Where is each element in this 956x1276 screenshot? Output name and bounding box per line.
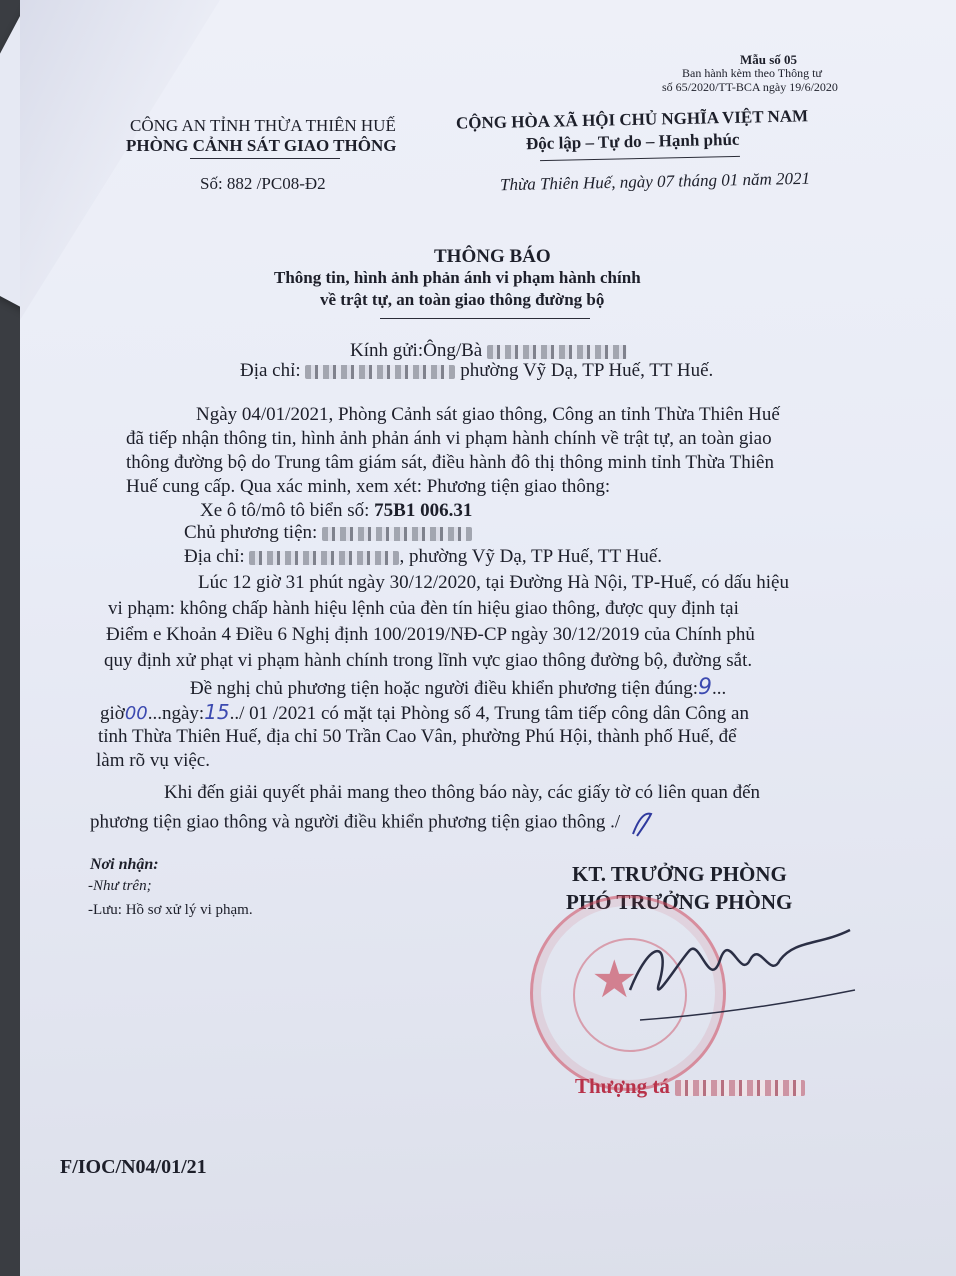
title-underline [380, 318, 590, 319]
owner-label: Chủ phương tiện: [184, 522, 318, 543]
recipients-item-1: -Như trên; [88, 878, 152, 894]
document-page [20, 0, 956, 1276]
form-number: Mẫu số 05 [740, 52, 798, 67]
redacted-signer-name [675, 1080, 805, 1096]
owner-address-tail: , phường Vỹ Dạ, TP Huế, TT Huế. [399, 546, 663, 567]
place-date: Thừa Thiên Huế, ngày 07 tháng 01 năm 2021 [499, 168, 811, 195]
p3-line1: Đề nghị chủ phương tiện hoặc người điều khiển phương tiện đúng:9... [190, 675, 727, 700]
p3-gio: giờ [100, 703, 125, 724]
footer-code: F/IOC/N04/01/21 [60, 1156, 207, 1178]
owner-address-label: Địa chỉ: [184, 546, 245, 567]
plate-line [200, 500, 472, 522]
form-issued-line2: số 65/2020/TT-BCA ngày 19/6/2020 [662, 80, 838, 94]
handwritten-hour: 9 [697, 675, 712, 700]
address-tail: phường Vỹ Dạ, TP Huế, TT Huế. [460, 360, 714, 381]
p4-line2-text: phương tiện giao thông và người điều khiển phương tiện giao thông ./ [90, 811, 621, 833]
notice-subtitle-1: Thông tin, hình ảnh phản ánh vi phạm hành chính [274, 268, 641, 287]
owner-line [184, 522, 472, 544]
nation-motto: Độc lập – Tự do – Hạnh phúc [525, 129, 740, 154]
p1-line1: Ngày 04/01/2021, Phòng Cảnh sát giao thông, Công an tỉnh Thừa Thiên Huế [196, 404, 780, 425]
greeting: Kính gửi:Ông/Bà [350, 340, 483, 361]
redacted-address [305, 365, 455, 379]
page-fold [20, 0, 220, 320]
p3-ngay: ...ngày: [147, 703, 205, 724]
p1-line4: Huế cung cấp. Qua xác minh, xem xét: Phương tiện giao thông: [126, 476, 611, 497]
recipient-line [350, 340, 627, 362]
p1-line3: thông đường bộ do Trung tâm giám sát, điều hành đô thị thông minh tỉnh Thừa Thiên [126, 452, 774, 473]
recipients-item-2: -Lưu: Hồ sơ xử lý vi phạm. [88, 902, 253, 918]
handwritten-minute: 00 [124, 703, 148, 724]
document-number: Số: 882 /PC08-Đ2 [200, 174, 326, 193]
signature-title-2: PHÓ TRƯỞNG PHÒNG [566, 890, 793, 914]
p3-line4: làm rõ vụ việc. [96, 750, 210, 771]
recipient-address [240, 360, 713, 382]
signer-rank: Thượng tá [575, 1074, 670, 1098]
redacted-owner [322, 527, 472, 541]
signer-rank-line [575, 1074, 805, 1099]
owner-address-line [184, 546, 662, 568]
agency-department: PHÒNG CẢNH SÁT GIAO THÔNG [126, 136, 397, 155]
p3-line1-text: Đề nghị chủ phương tiện hoặc người điều khiển phương tiện đúng: [190, 678, 698, 699]
p1-line2: đã tiếp nhận thông tin, hình ảnh phản ánh vi phạm hành chính về trật tự, an toàn giao [126, 428, 772, 449]
form-issued-line1: Ban hành kèm theo Thông tư [682, 66, 822, 80]
p4-line1: Khi đến giải quyết phải mang theo thông báo này, các giấy tờ có liên quan đến [164, 782, 761, 803]
agency-name: CÔNG AN TỈNH THỪA THIÊN HUẾ [130, 116, 396, 135]
signature-title-1: KT. TRƯỞNG PHÒNG [572, 862, 787, 886]
signature-scribble [620, 920, 860, 1030]
p2-line4: quy định xử phạt vi phạm hành chính trong lĩnh vực giao thông đường bộ, đường sắt. [104, 650, 753, 671]
p2-line1: Lúc 12 giờ 31 phút ngày 30/12/2020, tại Đường Hà Nội, TP-Huế, có dấu hiệu [198, 572, 789, 593]
seal-star-icon: ★ [591, 950, 638, 1010]
p3-line3: tỉnh Thừa Thiên Huế, địa chỉ 50 Trần Cao Vân, phường Phú Hội, thành phố Huế, để [98, 726, 737, 747]
p2-line3: Điểm e Khoản 4 Điều 6 Nghị định 100/2019/NĐ-CP ngày 30/12/2019 của Chính phủ [106, 624, 755, 645]
plate-value: 75B1 006.31 [374, 500, 473, 521]
motto-underline [540, 156, 740, 161]
handwritten-slash-mark [625, 808, 665, 838]
redacted-name [487, 345, 627, 359]
redacted-owner-address [249, 551, 399, 565]
p3-line2-tail: ../ 01 /2021 có mặt tại Phòng số 4, Trung tâm tiếp công dân Công an [229, 703, 749, 724]
nation-title: CỘNG HÒA XÃ HỘI CHỦ NGHĨA VIỆT NAM [455, 106, 809, 133]
p3-line2 [100, 700, 749, 725]
notice-subtitle-2: về trật tự, an toàn giao thông đường bộ [320, 290, 605, 309]
address-label: Địa chỉ: [240, 360, 301, 381]
notice-title: THÔNG BÁO [434, 246, 551, 267]
agency-underline [190, 158, 340, 159]
plate-label: Xe ô tô/mô tô biển số: [200, 500, 370, 521]
p4-line2 [90, 808, 665, 838]
handwritten-day: 15 [204, 700, 230, 724]
recipients-title: Nơi nhận: [90, 856, 159, 873]
p2-line2: vi phạm: không chấp hành hiệu lệnh của đèn tín hiệu giao thông, được quy định tại [108, 598, 739, 619]
